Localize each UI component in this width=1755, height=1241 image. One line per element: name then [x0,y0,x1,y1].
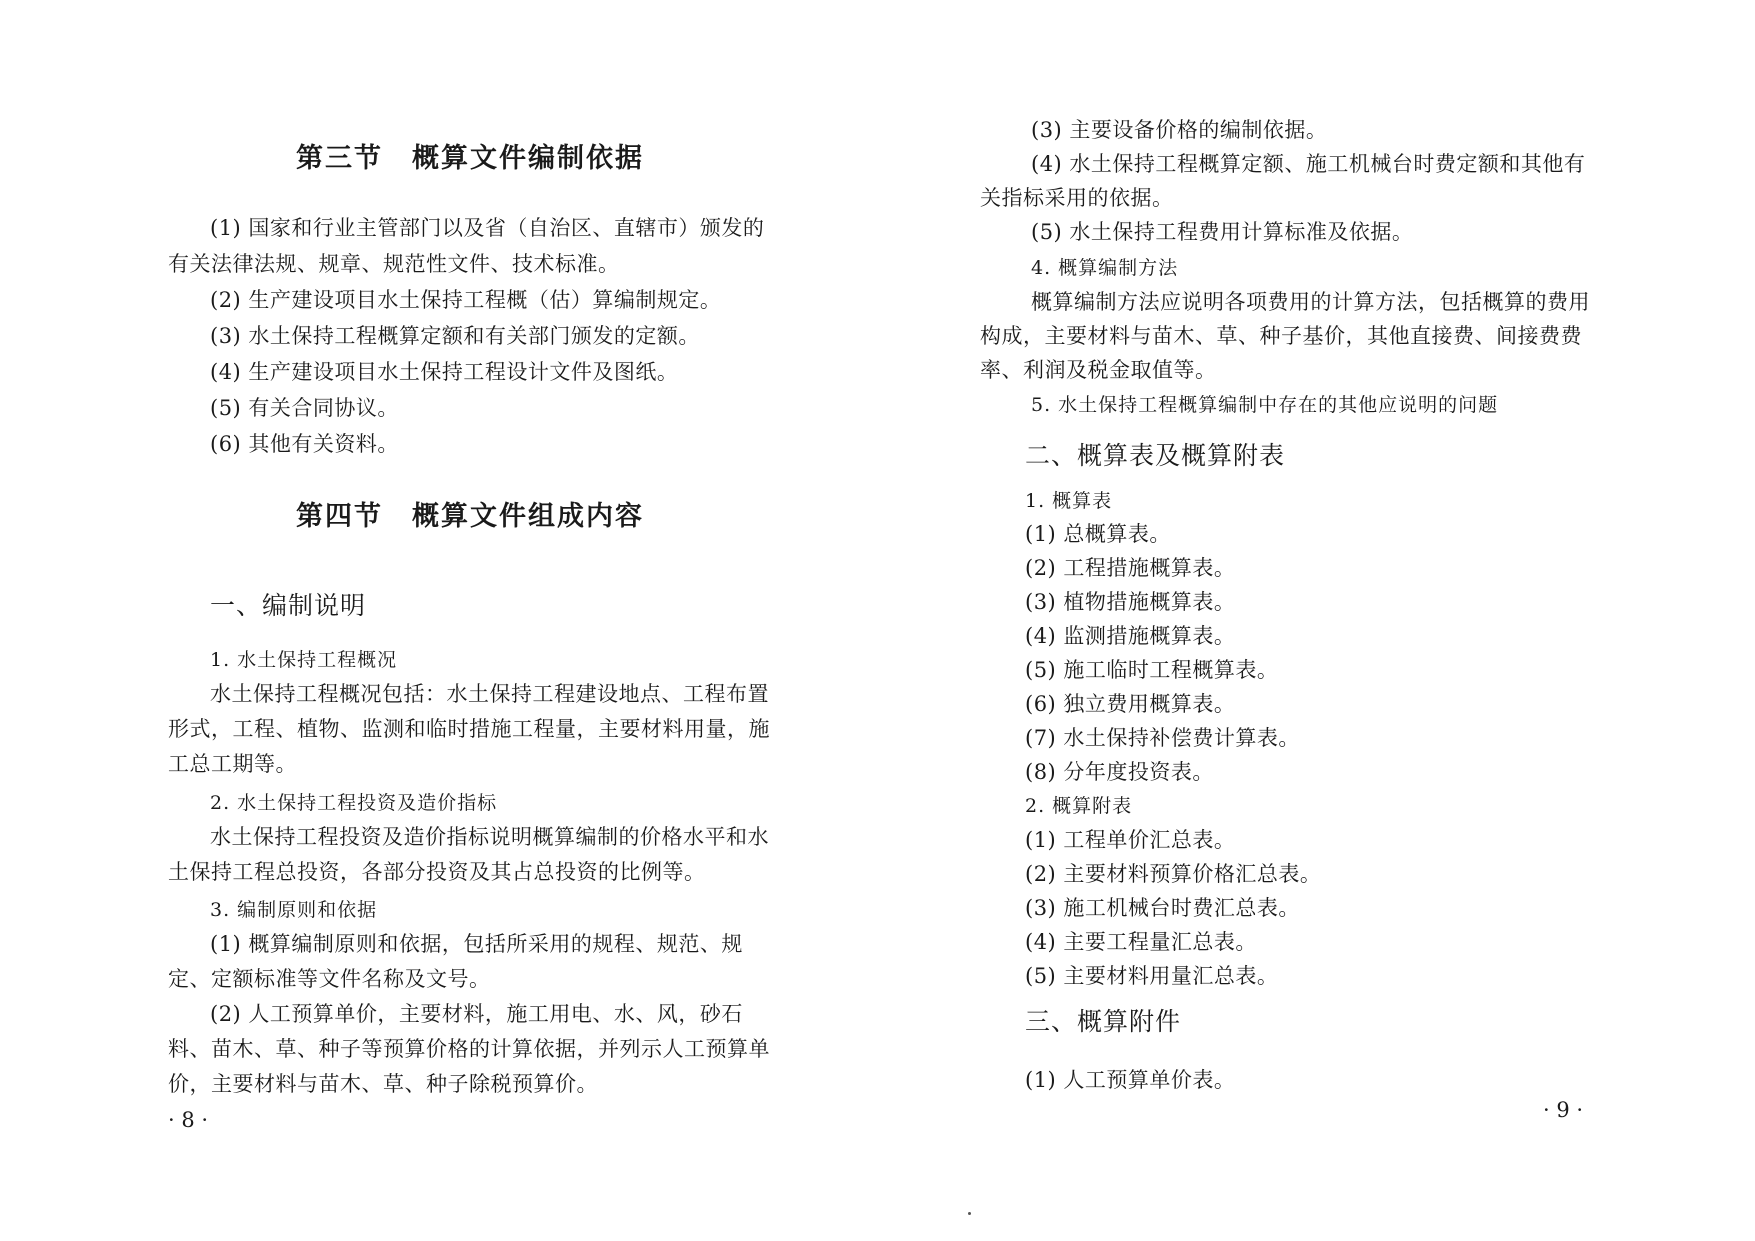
list-item: (7) 水土保持补偿费计算表。 [1025,726,1300,750]
subheading: 1. 概算表 [1025,490,1113,512]
paragraph-line: 料、苗木、草、种子等预算价格的计算依据，并列示人工预算单 [168,1037,770,1061]
page-number: · 9 · [1543,1098,1584,1122]
list-item: (1) 工程单价汇总表。 [1025,828,1236,852]
list-item: (4) 监测措施概算表。 [1025,624,1236,648]
part-3-heading: 三、概算附件 [1025,1007,1182,1036]
subheading: 2. 概算附表 [1025,795,1133,817]
list-item: (5) 主要材料用量汇总表。 [1025,964,1279,988]
page-number: · 8 · [168,1108,209,1132]
list-item: (1) 总概算表。 [1025,522,1171,546]
s3-line: (4) 生产建设项目水土保持工程设计文件及图纸。 [210,360,679,384]
paragraph-line: 概算编制方法应说明各项费用的计算方法，包括概算的费用 [1031,290,1590,314]
list-item: (1) 人工预算单价表。 [1025,1068,1236,1092]
paragraph-line: (2) 人工预算单价，主要材料，施工用电、水、风，砂石 [210,1002,743,1026]
paragraph-line: 工总工期等。 [168,752,297,776]
list-item: (3) 植物措施概算表。 [1025,590,1236,614]
paragraph-line: 水土保持工程概况包括：水土保持工程建设地点、工程布置 [210,682,769,706]
paragraph-line: 价，主要材料与苗木、草、种子除税预算价。 [168,1072,598,1096]
list-item: (4) 主要工程量汇总表。 [1025,930,1257,954]
paragraph-line: 土保持工程总投资，各部分投资及其占总投资的比例等。 [168,860,706,884]
s3-line: (1) 国家和行业主管部门以及省（自治区、直辖市）颁发的 [210,216,765,240]
paragraph-line: 构成，主要材料与苗木、草、种子基价，其他直接费、间接费费 [980,324,1582,348]
paragraph-line: (4) 水土保持工程概算定额、施工机械台时费定额和其他有 [1031,152,1586,176]
paragraph-line: 关指标采用的依据。 [980,186,1174,210]
s3-line: (3) 水土保持工程概算定额和有关部门颁发的定额。 [210,324,700,348]
s3-line: (6) 其他有关资料。 [210,432,399,456]
subheading: 4. 概算编制方法 [1031,257,1179,279]
section-3-title: 第三节 概算文件编制依据 [296,143,644,174]
right-page [877,0,1755,1241]
s3-line: (2) 生产建设项目水土保持工程概（估）算编制规定。 [210,288,722,312]
list-item: (5) 施工临时工程概算表。 [1025,658,1279,682]
list-item: (3) 施工机械台时费汇总表。 [1025,896,1300,920]
paragraph-line: (3) 主要设备价格的编制依据。 [1031,118,1328,142]
paragraph-line: 率、利润及税金取值等。 [980,358,1217,382]
list-item: (2) 主要材料预算价格汇总表。 [1025,862,1322,886]
paragraph-line: 水土保持工程投资及造价指标说明概算编制的价格水平和水 [210,825,769,849]
subheading: 2. 水土保持工程投资及造价指标 [210,792,498,814]
s3-line: (5) 有关合同协议。 [210,396,399,420]
subheading: 3. 编制原则和依据 [210,899,378,921]
part-2-heading: 二、概算表及概算附表 [1025,441,1286,470]
left-page [0,0,877,1241]
list-item: (8) 分年度投资表。 [1025,760,1214,784]
paragraph-line: (5) 水土保持工程费用计算标准及依据。 [1031,220,1414,244]
section-4-title: 第四节 概算文件组成内容 [296,501,644,532]
subheading: 5. 水土保持工程概算编制中存在的其他应说明的问题 [1031,394,1499,416]
subheading: 1. 水土保持工程概况 [210,649,398,671]
paragraph-line: 形式，工程、植物、监测和临时措施工程量，主要材料用量，施 [168,717,770,741]
list-item: (2) 工程措施概算表。 [1025,556,1236,580]
s3-line: 有关法律法规、规章、规范性文件、技术标准。 [168,252,620,276]
scan-dot [968,1212,971,1215]
part-1-heading: 一、编制说明 [210,591,367,620]
paragraph-line: 定、定额标准等文件名称及文号。 [168,967,491,991]
list-item: (6) 独立费用概算表。 [1025,692,1236,716]
paragraph-line: (1) 概算编制原则和依据，包括所采用的规程、规范、规 [210,932,743,956]
